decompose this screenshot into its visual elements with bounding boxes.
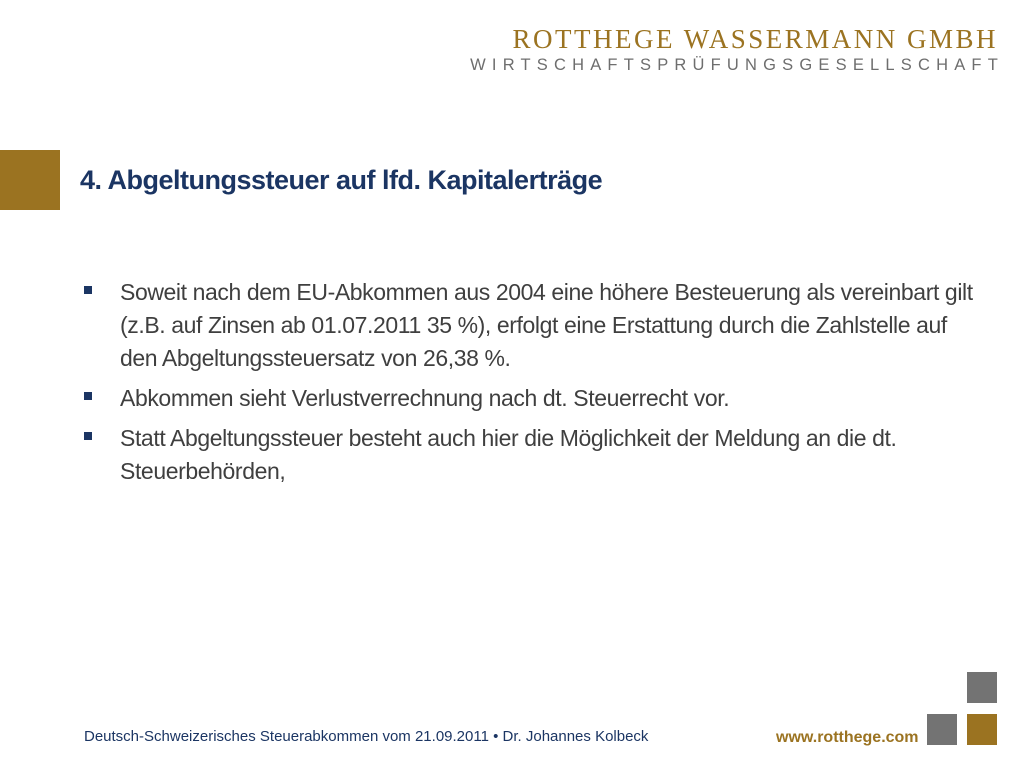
logo-square-top [967, 672, 997, 703]
square-bullet-icon [84, 432, 92, 440]
logo-square-bottom-right [967, 714, 997, 745]
footer-url[interactable]: www.rotthege.com [776, 729, 919, 746]
bullet-text: Statt Abgeltungssteuer besteht auch hier die Möglichkeit der Meldung an die dt. Steuerbehörden, [120, 425, 897, 484]
bullet-item [80, 276, 980, 375]
slide-title: 4. Abgeltungssteuer auf lfd. Kapitalerträge [80, 165, 603, 195]
firm-name: ROTTHEGE WASSERMANN GMBH [512, 24, 998, 54]
logo-square-bottom-left [927, 714, 957, 745]
logo-squares-icon [927, 672, 999, 745]
square-bullet-icon [84, 392, 92, 400]
bullet-list [80, 276, 980, 495]
bullet-text: Soweit nach dem EU-Abkommen aus 2004 eine höhere Besteuerung als vereinbart gilt (z.B. auf Zinsen ab 01.07.2011 35 %), erfolgt eine Erstattung durch die Zahlstelle auf den Abgeltungssteuersatz von 26,38 %. [120, 279, 973, 371]
footer-text: Deutsch-Schweizerisches Steuerabkommen vom 21.09.2011 • Dr. Johannes Kolbeck [84, 728, 649, 745]
bullet-item [80, 422, 980, 488]
bullet-text: Abkommen sieht Verlustverrechnung nach dt. Steuerrecht vor. [120, 385, 730, 411]
square-bullet-icon [84, 286, 92, 294]
bullet-item [80, 382, 980, 415]
firm-subtitle: WIRTSCHAFTSPRÜFUNGSGESELLSCHAFT [470, 56, 1004, 74]
firm-header [470, 24, 1004, 76]
title-accent-square [0, 150, 60, 210]
